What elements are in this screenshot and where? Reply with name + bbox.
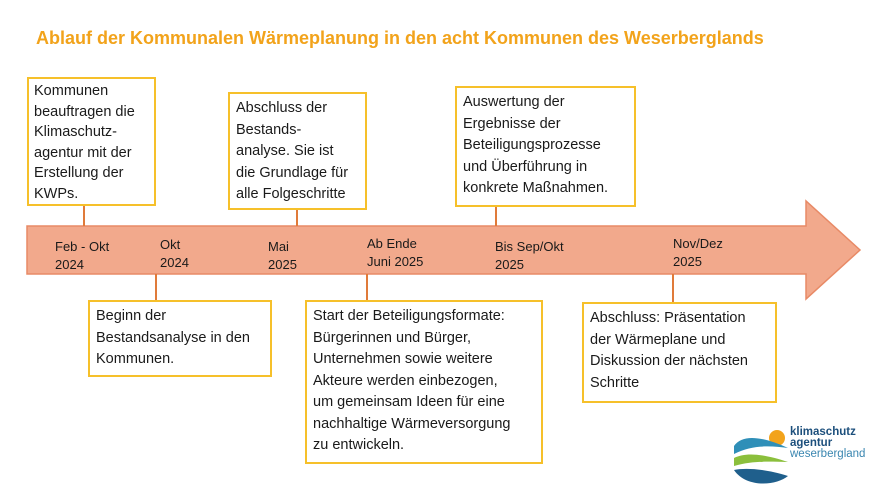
step-box-beginn-bestandsanalyse: Beginn der Bestandsanalyse in den Kommunen.	[88, 300, 272, 377]
connector-6	[672, 274, 674, 303]
page-title: Ablauf der Kommunalen Wärmeplanung in den acht Kommunen des Weserberglands	[36, 28, 764, 48]
step-box-auswertung: Auswertung der Ergebnisse der Beteiligungsprozesse und Überführung in konkrete Maßnahmen.	[455, 86, 636, 207]
logo-line-2: agentur	[790, 437, 833, 449]
date-bis-sep-okt-2025: Bis Sep/Okt 2025	[495, 239, 564, 272]
date-ab-ende-juni-2025: Ab Ende Juni 2025	[367, 236, 424, 269]
connector-2	[155, 274, 157, 301]
date-mai-2025: Mai 2025	[268, 239, 297, 272]
date-okt-2024: Okt 2024	[160, 237, 189, 270]
connector-4	[366, 274, 368, 301]
step-box-start-beteiligung: Start der Beteiligungsformate: Bürgerinnen und Bürger, Unternehmen sowie weitere Akteure werden einbezogen, um gemeinsam Ideen für eine nachhaltige Wärmeversorgung zu entwickeln.	[305, 300, 543, 464]
logo-line-3: weserbergland	[790, 448, 866, 460]
logo-line-1: klimaschutz	[790, 426, 856, 438]
step-box-abschluss-bestandsanalyse: Abschluss der Bestands- analyse. Sie ist die Grundlage für alle Folgeschritte	[228, 92, 367, 210]
connector-1	[83, 205, 85, 226]
date-nov-dez-2025: Nov/Dez 2025	[673, 236, 723, 269]
logo-mark	[732, 424, 790, 488]
connector-3	[296, 209, 298, 226]
logo-text	[790, 427, 865, 460]
step-box-abschluss-praesentation: Abschluss: Präsentation der Wärmeplane und Diskussion der nächsten Schritte	[582, 302, 777, 403]
date-feb-okt-2024: Feb - Okt 2024	[55, 239, 110, 272]
connector-5	[495, 206, 497, 226]
step-box-beauftragung: Kommunen beauftragen die Klimaschutz- agentur mit der Erstellung der KWPs.	[27, 77, 156, 206]
